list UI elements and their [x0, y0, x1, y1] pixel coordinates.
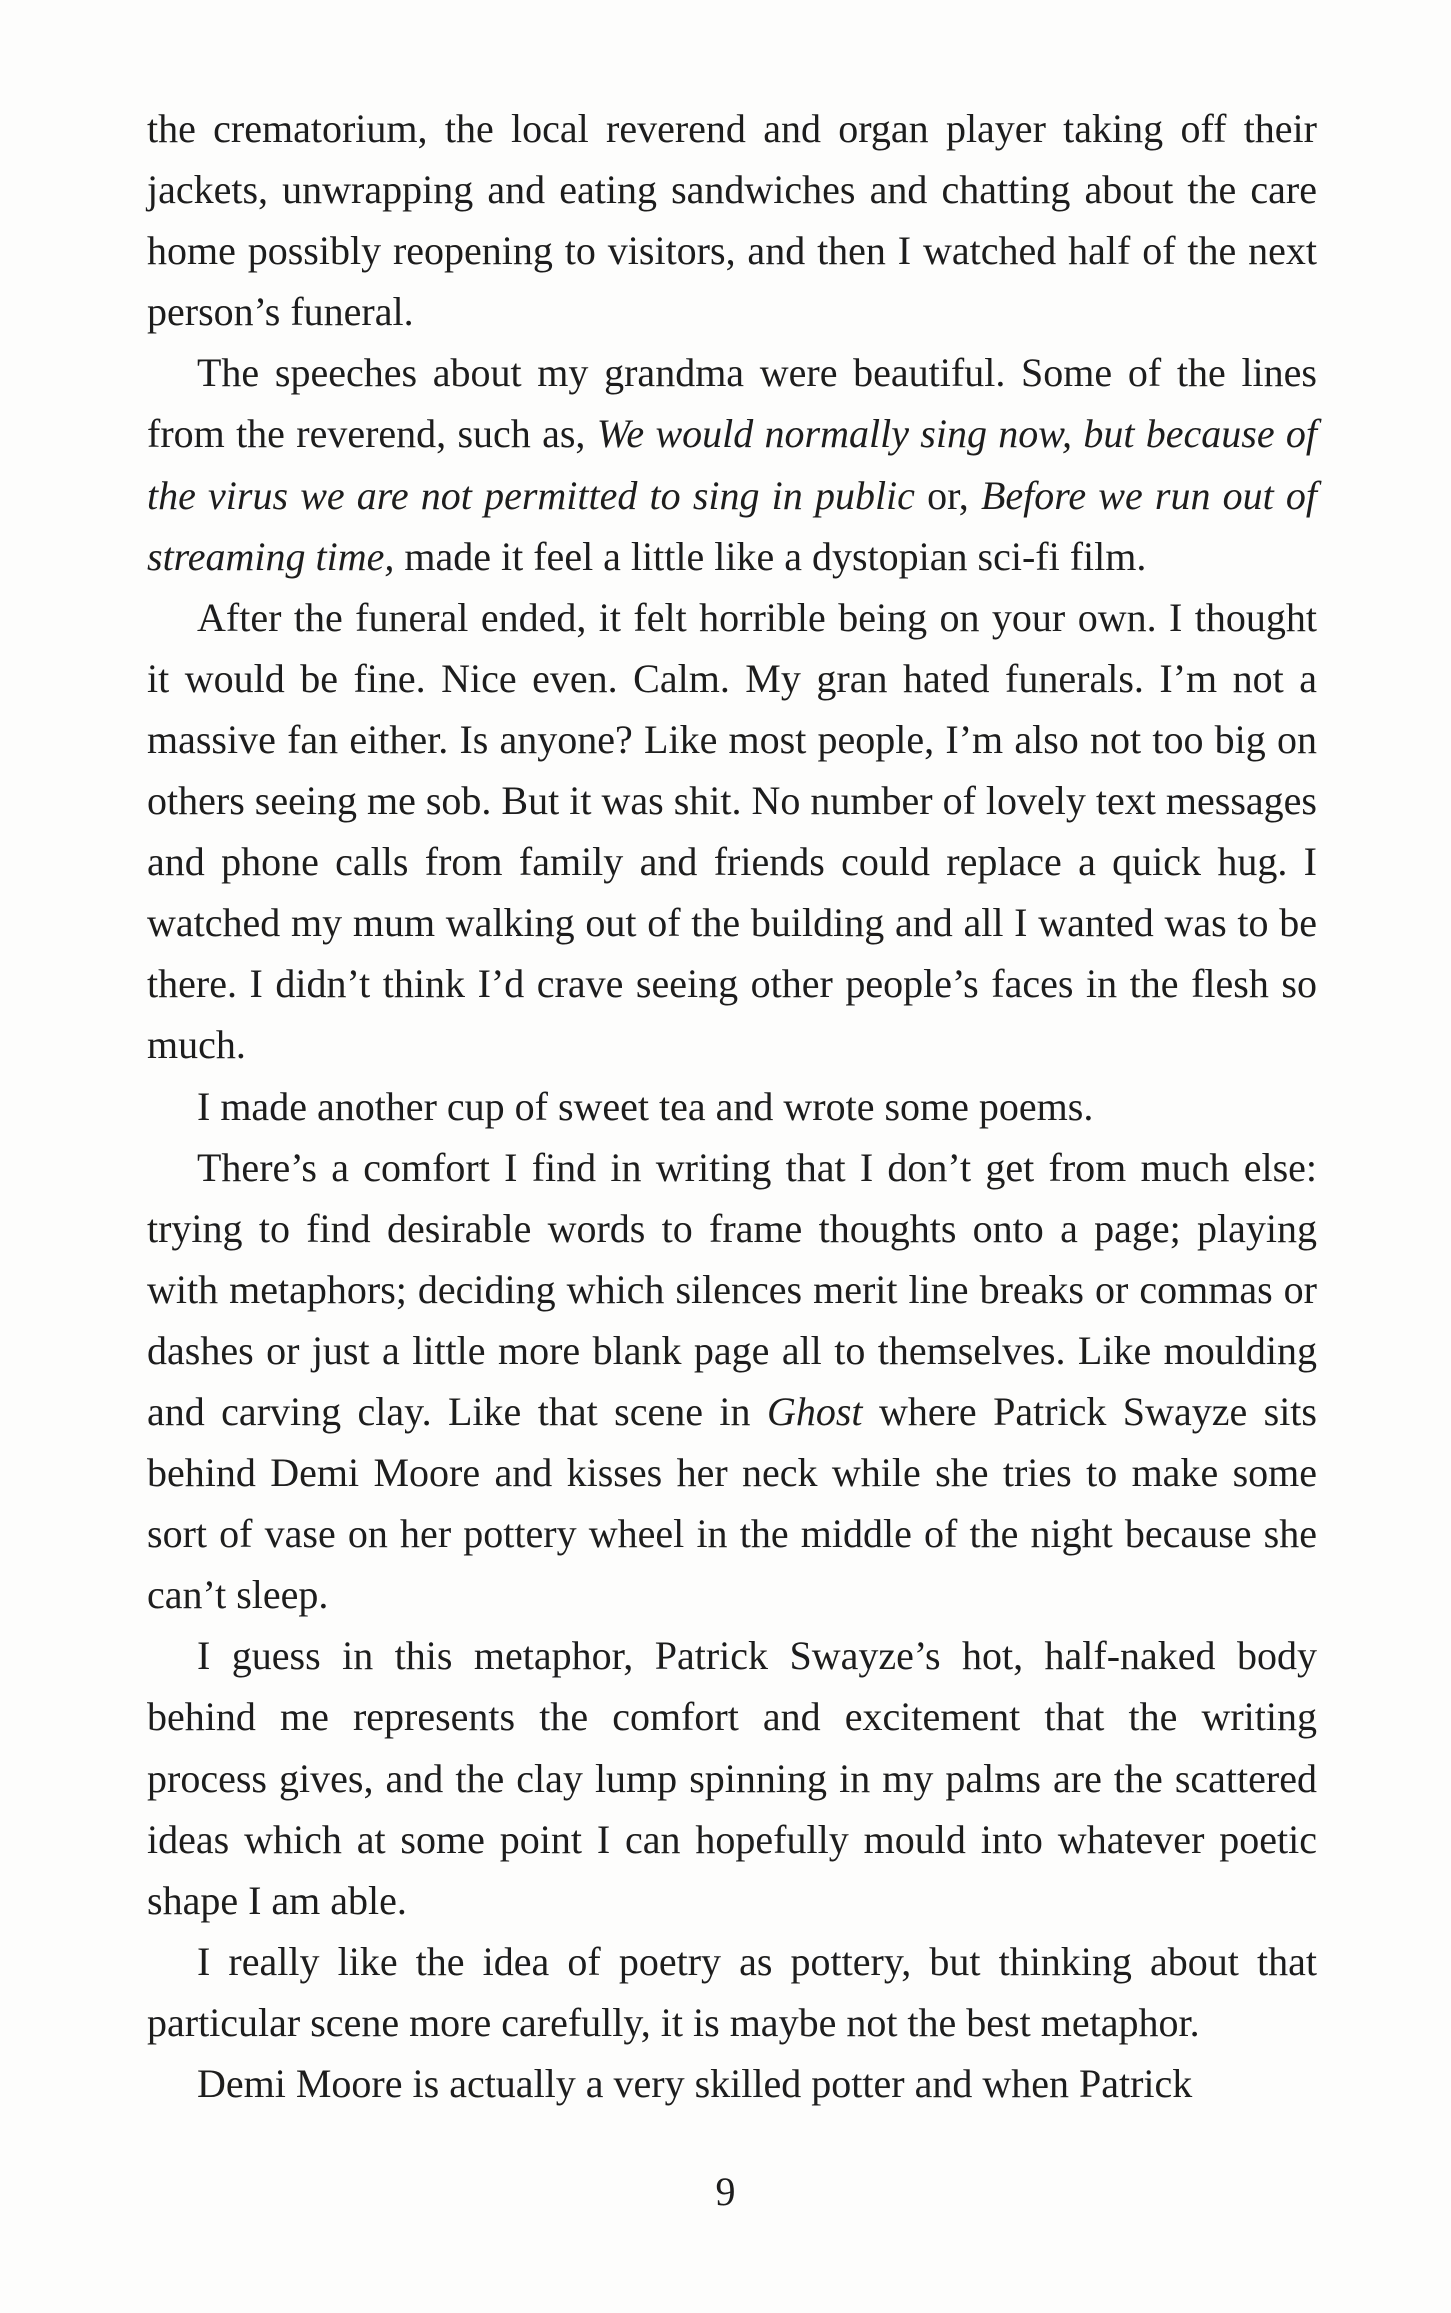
body-text [147, 98, 1317, 2114]
paragraph-2-italic-quote-1: We would normally sing now, but because of the virus we are not permitted to sing in public [147, 411, 1317, 518]
paragraph-2-text: The speeches about my grandma were beautiful. Some of the lines from the reverend, such as, [147, 350, 1317, 457]
paragraph-8: Demi Moore is actually a very skilled potter and when Patrick [197, 2061, 1193, 2106]
paragraph-1: the crematorium, the local reverend and organ player taking off their jackets, unwrapping and eating sandwiches and chatting about the care home possibly reopening to visitors, and then I watched half of the next person’s funeral. [147, 106, 1317, 335]
paragraph-2 [147, 342, 1317, 586]
paragraph-3: After the funeral ended, it felt horrible being on your own. I thought it would be fine. Nice even. Calm. My gran hated funerals. I’m not a massive fan either. Is anyone? Like most people, I’m also not too big on others seeing me sob. But it was shit. No number of lovely text messages and phone calls from family and friends could replace a quick hug. I watched my mum walking out of the building and all I wanted was to be there. I didn’t think I’d crave seeing other people’s faces in the flesh so much. [147, 594, 1317, 1068]
paragraph-2-italic-quote-2: Before we run out of streaming time, [147, 472, 1318, 579]
paragraph-7: I really like the idea of poetry as pottery, but thinking about that particular scene more carefully, it is maybe not the best metaphor. [147, 1938, 1317, 2045]
paragraph-5 [147, 1137, 1317, 1626]
paragraph-5-text-end: where Patrick Swayze sits behind Demi Moore and kisses her neck while she tries to make some sort of vase on her pottery wheel in the middle of the night because she can’t sleep. [147, 1388, 1317, 1618]
paragraph-4: I made another cup of sweet tea and wrote some poems. [197, 1083, 1094, 1129]
paragraph-6: I guess in this metaphor, Patrick Swayze’s hot, half-naked body behind me represents the comfort and excitement that the writing process gives, and the clay lump spinning in my palms are the scattered ideas which at some point I can hopefully mould into whatever poetic shape I am able. [147, 1633, 1317, 1923]
paragraph-5-italic-title: Ghost [766, 1388, 863, 1434]
paragraph-5-text: There’s a comfort I find in writing that I don’t get from much else: trying to find desirable words to frame thoughts onto a page; playing with metaphors; deciding which silences merit line breaks or commas or dashes or just a little more blank page all to themselves. Like moulding and carving clay. Like that scene in [147, 1144, 1317, 1434]
paragraph-2-text-end: made it feel a little like a dystopian sci-fi film. [394, 533, 1147, 579]
page-number: 9 [715, 2169, 736, 2214]
paragraph-2-text-middle: or, [914, 472, 981, 518]
